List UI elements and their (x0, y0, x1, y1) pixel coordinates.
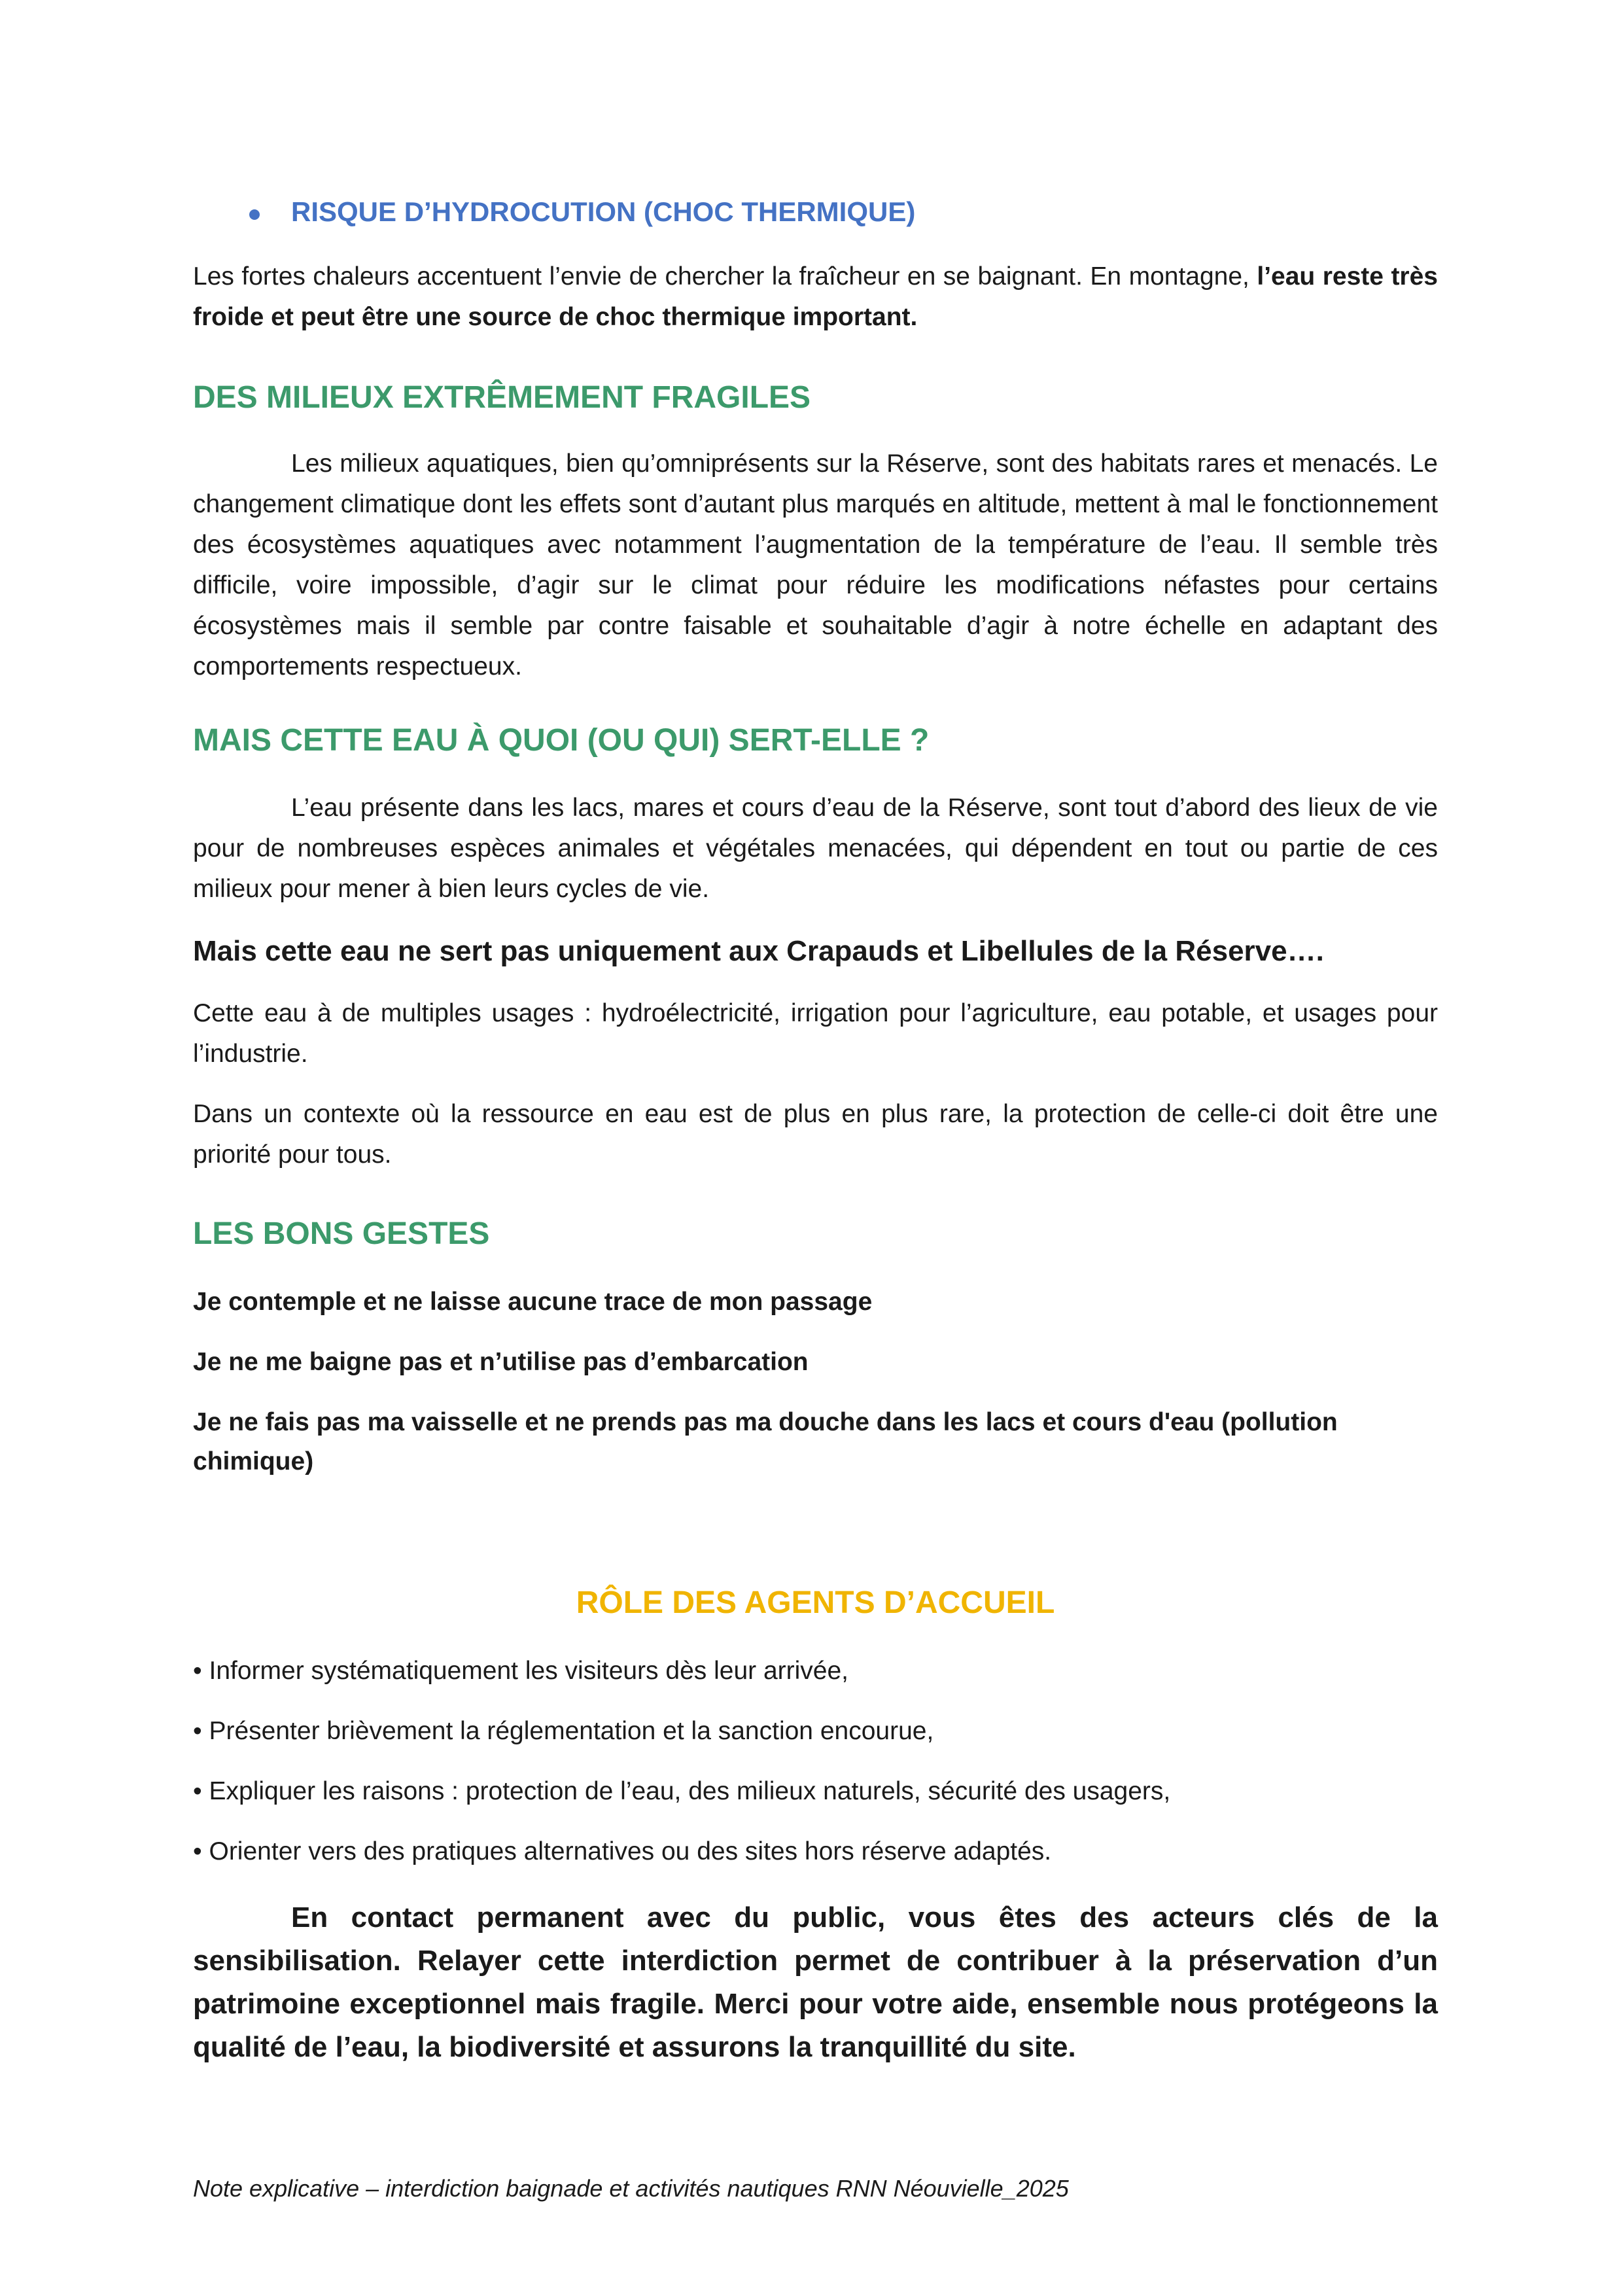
agents-list-item: • Orienter vers des pratiques alternatives ou des sites hors réserve adaptés. (193, 1837, 1052, 1865)
usage-heading: MAIS CETTE EAU À QUOI (OU QUI) SERT-ELLE ? (193, 723, 930, 758)
gesture-item: Je contemple et ne laisse aucune trace de mon passage (193, 1288, 873, 1316)
agents-list-item: • Informer systématiquement les visiteurs dès leur arrivée, (193, 1657, 849, 1685)
gesture-item: Je ne fais pas ma vaisselle et ne prends pas ma douche dans les lacs et cours d'eau (pollution chimique) (193, 1408, 1338, 1475)
agents-list-item: • Présenter brièvement la réglementation et la sanction encourue, (193, 1717, 934, 1745)
bullet-icon (249, 209, 260, 220)
gesture-item: Je ne me baigne pas et n’utilise pas d’embarcation (193, 1348, 809, 1376)
hydrocution-emphasis: l’eau reste très froide et peut être une source de choc thermique important. (193, 262, 1438, 331)
hydrocution-paragraph: Les fortes chaleurs accentuent l’envie de chercher la fraîcheur en se baignant. En montagne, l’eau reste très froide et peut être une source de choc thermique important. (193, 262, 1438, 331)
agents-list-item: • Expliquer les raisons : protection de l’eau, des milieux naturels, sécurité des usagers, (193, 1777, 1171, 1805)
fragile-heading: DES MILIEUX EXTRÊMEMENT FRAGILES (193, 380, 811, 415)
context-paragraph: Dans un contexte où la ressource en eau est de plus en plus rare, la protection de celle-ci doit être une priorité pour tous. (193, 1100, 1438, 1169)
fragile-paragraph: Les milieux aquatiques, bien qu’omniprésents sur la Réserve, sont des habitats rares et menacés. Le changement climatique dont les effets sont d’autant plus marqués en altitude, mettent à mal le fonctionnement des écosystèmes aquatiques avec notamment l’augmentation de la température de l’eau. Il semble très difficile, voire impossible, d’agir sur le climat pour réduire les modifications néfastes pour certains écosystèmes mais il semble par contre faisable et souhaitable d’agir à notre échelle en adaptant des comportements respectueux. (193, 450, 1438, 680)
hydrocution-heading: RISQUE D’HYDROCUTION (CHOC THERMIQUE) (291, 196, 916, 227)
agents-heading: RÔLE DES AGENTS D’ACCUEIL (576, 1585, 1055, 1620)
page-footer: Note explicative – interdiction baignade et activités nautiques RNN Néouvielle_2025 (193, 2175, 1069, 2202)
closing-paragraph: En contact permanent avec du public, vous êtes des acteurs clés de la sensibilisation. Relayer cette interdiction permet de contribuer à la préservation d’un patrimoine exceptionnel mais fragile. Merci pour votre aide, ensemble nous protégeons la qualité de l’eau, la biodiversité et assurons la tranquillité du site. (193, 1901, 1438, 2063)
usage-paragraph: L’eau présente dans les lacs, mares et cours d’eau de la Réserve, sont tout d’abord des lieux de vie pour de nombreuses espèces animales et végétales menacées, qui dépendent en tout ou partie de ces milieux pour mener à bien leurs cycles de vie. (193, 794, 1438, 903)
usage-list-paragraph: Cette eau à de multiples usages : hydroélectricité, irrigation pour l’agriculture, eau potable, et usages pour l’industrie. (193, 999, 1438, 1068)
usage-subtitle: Mais cette eau ne sert pas uniquement aux Crapauds et Libellules de la Réserve…. (193, 935, 1324, 967)
gestures-heading: LES BONS GESTES (193, 1216, 490, 1251)
